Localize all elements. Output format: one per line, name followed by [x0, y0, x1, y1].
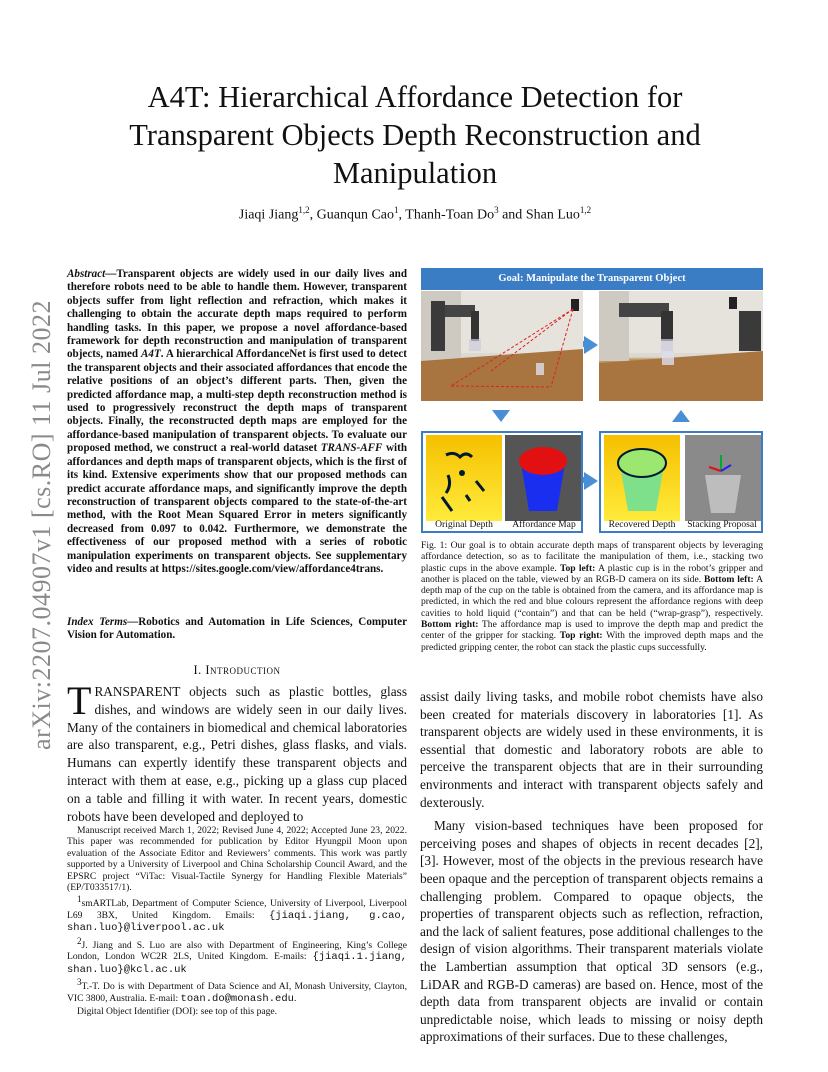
- intro-paragraph: Many vision-based techniques have been proposed for perceiving poses and shapes of objects in recent decades [2], [3]. However, most of the objects in the previous research have been opaque and the perception of transparent objects remains a challenging problem. Compared to opaque objects, the properties of transparent objects such as reflection, refraction, and the lack of salient features, pose additional challenges to the design of vision algorithms. Their transparent materials violate the Lambertian assumption that optical 3D sensors (e.g., LiDAR and RGB-D cameras) are based on. Hence, most of the depth data from transparent objects are invalid or contain unpredictable noise, which leads to missing or noisy depth approximations of their surfaces. Due to these challenges,: [420, 818, 763, 1045]
- author-name: Shan Luo: [525, 207, 580, 223]
- author-name: Thanh-Toan Do: [405, 207, 495, 223]
- author-name: Guanqun Cao: [316, 207, 395, 223]
- paper-title: A4T: Hierarchical Affordance Detection for Transparent Objects Depth Reconstruction and Manipulation: [129, 80, 701, 190]
- index-terms: [67, 616, 407, 643]
- footnotes: [67, 825, 407, 1019]
- abstract: [67, 268, 407, 576]
- caption-label-bottom-left: Bottom left:: [703, 573, 754, 585]
- affordance-map-image: [505, 435, 581, 521]
- original-depth-image: [426, 435, 502, 521]
- figure-banner: Goal: Manipulate the Transparent Object: [421, 268, 763, 290]
- author-affiliation: 1: [394, 205, 399, 215]
- stacking-proposal-image: [685, 435, 761, 521]
- index-terms-lead: Index Terms: [67, 616, 128, 628]
- photo-robot-stacking: [599, 291, 763, 401]
- author-affiliation: 1,2: [579, 205, 592, 215]
- author-name: Jiaqi Jiang: [238, 207, 299, 223]
- panel-recovered-stacking: [599, 431, 763, 533]
- label-stacking-proposal: Stacking Proposal: [687, 519, 757, 530]
- recovered-depth-image: [604, 435, 680, 521]
- email-link[interactable]: {jiaqi.jiang, g.cao, shan.luo}@liverpool.ac.uk: [67, 910, 407, 935]
- figure-caption: Fig. 1: Our goal is to obtain accurate depth maps of transparent objects by leveraging affordance detection, so as to facilitate the manipulation of them, i.e., stacking two plastic cups in the above example. Top left: A plastic cup is in the robot’s gripper and another is placed on the table, viewed by an RGB-D camera on its side. Bottom left: A depth map of the cup on the table is obtained from the camera, and its affordance map is predicted, in which the red and blue colours represent the affordance regions with deep cavities to hold liquid (“contain”) and that can be held (“wrap-grasp”), respectively. Bottom right: The affordance map is used to improve the depth map and predict the center of the gripper for stacking. Top right: With the improved depth maps and the predicted gripping center, the robot can stack the plastic cups successfully.: [421, 540, 764, 653]
- email-link[interactable]: {jiaqi.1.jiang, shan.luo}@kcl.ac.uk: [67, 951, 407, 976]
- label-affordance-map: Affordance Map: [512, 519, 576, 530]
- author-list: Jiaqi Jiang$^{1,2}$, Guanqun Cao$^1$, Thanh-Toan Do$^3$ and Shan Luo$^{1,2}$: [238, 205, 592, 223]
- intro-paragraph: RANSPARENT objects such as plastic bottles, glass dishes, and windows are widely seen in our daily lives. Many of the containers in biomedical and chemical laboratories are also transparent, e.g., Petri dishes, glass flasks, and vials. Humans can expertly identify these transparent objects and interact with them at ease, e.g., picking up a glass cup placed on a table and filling it with water. In recent years, domestic robots have been developed and deployed to: [67, 684, 407, 824]
- abstract-lead: Abstract: [67, 268, 106, 280]
- drop-cap: T: [67, 678, 92, 723]
- photo-robot-initial: [421, 291, 583, 401]
- figure-1: [421, 268, 763, 536]
- abstract-text: . A hierarchical AffordanceNet is first used to detect the transparent objects and their associated affordances that encode the relative positions of an object’s different parts. Then, given the predicted affordance map, a multi-step depth reconstruction method is used to progressively reconstruct the depth maps of transparent objects. Finally, the reconstructed depth maps are employed for the affordance-based manipulation of transparent objects. To evaluate our proposed method, we construct a real-world dataset: [67, 348, 407, 455]
- footnote-affiliation-2: $^2$J. Jiang and S. Luo are also with Department of Engineering, King’s College London, London WC2R 2LS, United Kingdom. E-mails: {jiaqi.1.jiang, shan.luo}@kcl.ac.uk: [67, 935, 407, 976]
- author-affiliation: 3: [494, 205, 499, 215]
- caption-label-top-right: Top right:: [559, 630, 603, 642]
- arrow-right-icon: [584, 472, 598, 490]
- intro-paragraph: assist daily living tasks, and mobile robot chemists have also been created for materials discovery in laboratories [1]. As transparent objects are widely used in these environments, it is essential that domestic and laboratory robots are able to perceive the transparent objects that are in their surrounding environments and interact with transparent objects safely and dexterously.: [420, 689, 763, 810]
- label-recovered-depth: Recovered Depth: [608, 519, 676, 530]
- footnote-manuscript: Manuscript received March 1, 2022; Revised June 4, 2022; Accepted June 23, 2022. This paper was recommended for publication by Editor Hyungpil Moon upon evaluation of the Associate Editor and Reviewers’ comments. This work was partly supported by a University of Liverpool and China Scholarship Council Award, and the EPSRC project “ViTac: Visual-Tactile Synergy for Handling Flexible Materials” (EP/T033517/1).: [67, 825, 407, 894]
- label-original-depth: Original Depth: [435, 519, 493, 530]
- caption-label-bottom-right: Bottom right:: [421, 619, 479, 631]
- method-name: A4T: [141, 348, 161, 361]
- footnote-affiliation-1: $^1$smARTLab, Department of Computer Science, University of Liverpool, Liverpool L69 3BX, United Kingdom. Emails: {jiaqi.jiang, g.cao, shan.luo}@liverpool.ac.uk: [67, 894, 407, 935]
- arrow-up-icon: [672, 410, 690, 422]
- dataset-name: TRANS-AFF: [320, 442, 383, 455]
- intro-left-column: [67, 678, 407, 825]
- footnote-affiliation-3: $^3$T.-T. Do is with Department of Data Science and AI, Monash University, Clayton, VIC 3800, Australia. E-mail: toan.do@monash.edu.: [67, 977, 407, 1005]
- panel-depth-affordance: [421, 431, 583, 533]
- arxiv-identifier: arXiv:2207.04907v1 [cs.RO] 11 Jul 2022: [27, 300, 56, 750]
- arxiv-sidebar: [12, 290, 72, 760]
- author-affiliation: 1,2: [298, 205, 310, 215]
- section-heading: I. Introduction: [193, 663, 281, 677]
- arrow-right-icon: [584, 336, 598, 354]
- footnote-doi: Digital Object Identifier (DOI): see top of this page.: [77, 1006, 278, 1018]
- email-link[interactable]: toan.do@monash.edu: [180, 992, 294, 1005]
- abstract-text: —Transparent objects are widely used in our daily lives and therefore robots need to be able to handle them. However, transparent objects suffer from light reflection and refraction, which makes it challenging to obtain the accurate depth maps required to perform handling tasks. In this paper, we propose a novel affordance-based framework for depth reconstruction and manipulation of transparent objects, named: [67, 268, 407, 361]
- index-terms-text: —Robotics and Automation in Life Sciences, Computer Vision for Automation.: [67, 616, 407, 642]
- caption-label-top-left: Top left:: [559, 562, 596, 574]
- abstract-text: with affordances and depth maps of transparent objects, which is the first of its kind. Extensive experiments show that our proposed methods can predict accurate affordance maps, and significantly improve the depth reconstruction of transparent objects compared to the state-of-the-art method, with the Root Mean Squared Error in meters significantly decreased from 0.097 to 0.042. Furthermore, we demonstrate the effectiveness of our proposed method with a series of robotic manipulation experiments on transparent objects. See supplementary video and results at https://sites.google.com/view/affordance4trans.: [67, 442, 408, 575]
- arrow-down-icon: [492, 410, 510, 422]
- intro-right-column: [420, 688, 763, 1046]
